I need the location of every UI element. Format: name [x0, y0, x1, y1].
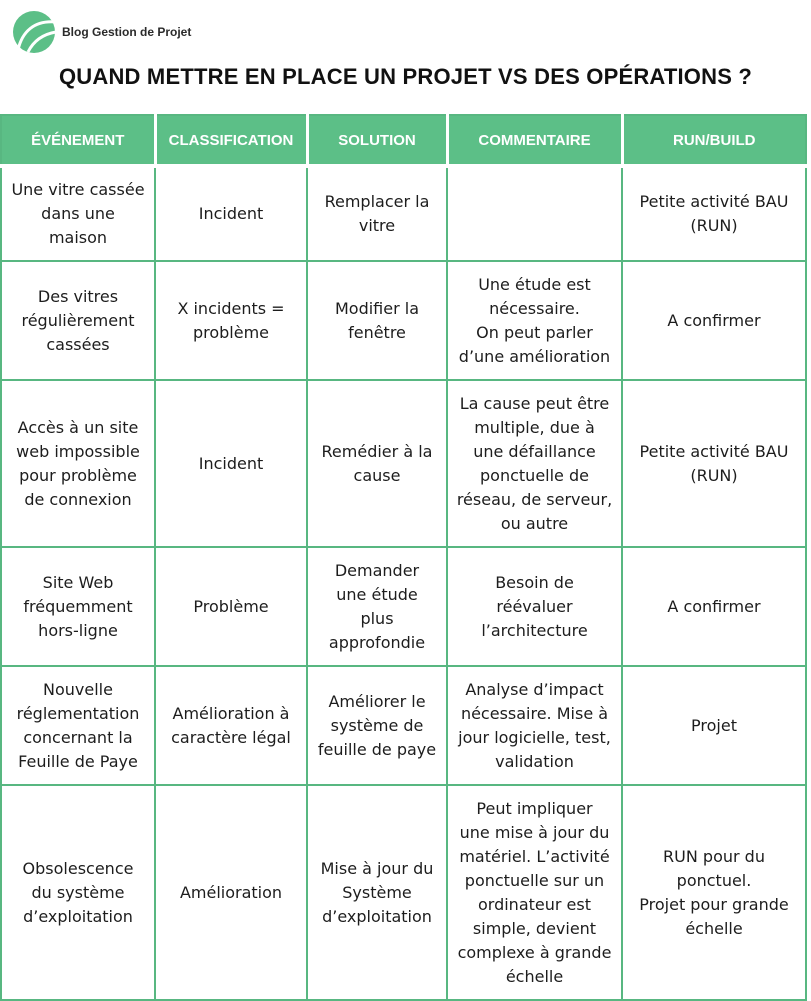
- cell-classification: Amélioration: [155, 785, 307, 1000]
- cell-solution: Mise à jour du Système d’exploitation: [307, 785, 447, 1000]
- cell-classification: X incidents = problème: [155, 261, 307, 380]
- header-run-build: RUN/BUILD: [622, 115, 806, 166]
- table-header-row: [1, 115, 806, 166]
- cell-evenement: Accès à un site web impossible pour problème de connexion: [1, 380, 155, 547]
- cell-run-build: Projet: [622, 666, 806, 785]
- cell-run-build: A confirmer: [622, 547, 806, 666]
- cell-commentaire: Besoin de réévaluer l’architecture: [447, 547, 622, 666]
- header-commentaire: COMMENTAIRE: [447, 115, 622, 166]
- header-classification: CLASSIFICATION: [155, 115, 307, 166]
- cell-commentaire: Une étude est nécessaire. On peut parler d’une amélioration: [447, 261, 622, 380]
- table-row: [1, 547, 806, 666]
- cell-run-build: Petite activité BAU (RUN): [622, 380, 806, 547]
- cell-classification: Incident: [155, 380, 307, 547]
- cell-solution: Remplacer la vitre: [307, 166, 447, 261]
- cell-evenement: Obsolescence du système d’exploitation: [1, 785, 155, 1000]
- brand-name: Blog Gestion de Projet: [62, 25, 192, 39]
- cell-run-build: RUN pour du ponctuel. Projet pour grande échelle: [622, 785, 806, 1000]
- cell-classification: Problème: [155, 547, 307, 666]
- cell-classification: Amélioration à caractère légal: [155, 666, 307, 785]
- table-row: [1, 166, 806, 261]
- header-evenement: ÉVÉNEMENT: [1, 115, 155, 166]
- cell-solution: Demander une étude plus approfondie: [307, 547, 447, 666]
- cell-commentaire: La cause peut être multiple, due à une défaillance ponctuelle de réseau, de serveur, ou autre: [447, 380, 622, 547]
- table-row: [1, 666, 806, 785]
- leaf-logo-icon: [12, 10, 58, 54]
- cell-solution: Améliorer le système de feuille de paye: [307, 666, 447, 785]
- cell-evenement: Une vitre cassée dans une maison: [1, 166, 155, 261]
- cell-classification: Incident: [155, 166, 307, 261]
- cell-commentaire: Peut impliquer une mise à jour du matériel. L’activité ponctuelle sur un ordinateur est simple, devient complexe à grande échelle: [447, 785, 622, 1000]
- table-row: [1, 785, 806, 1000]
- cell-commentaire: Analyse d’impact nécessaire. Mise à jour logicielle, test, validation: [447, 666, 622, 785]
- cell-evenement: Nouvelle réglementation concernant la Feuille de Paye: [1, 666, 155, 785]
- cell-run-build: Petite activité BAU (RUN): [622, 166, 806, 261]
- cell-evenement: Des vitres régulièrement cassées: [1, 261, 155, 380]
- table-row: [1, 380, 806, 547]
- cell-evenement: Site Web fréquemment hors-ligne: [1, 547, 155, 666]
- cell-run-build: A confirmer: [622, 261, 806, 380]
- brand: [12, 10, 191, 54]
- header-solution: SOLUTION: [307, 115, 447, 166]
- page-title: QUAND METTRE EN PLACE UN PROJET VS DES OPÉRATIONS ?: [58, 64, 753, 89]
- cell-solution: Modifier la fenêtre: [307, 261, 447, 380]
- table-row: [1, 261, 806, 380]
- cell-solution: Remédier à la cause: [307, 380, 447, 547]
- cell-commentaire: [447, 166, 622, 261]
- comparison-table: [0, 114, 807, 1001]
